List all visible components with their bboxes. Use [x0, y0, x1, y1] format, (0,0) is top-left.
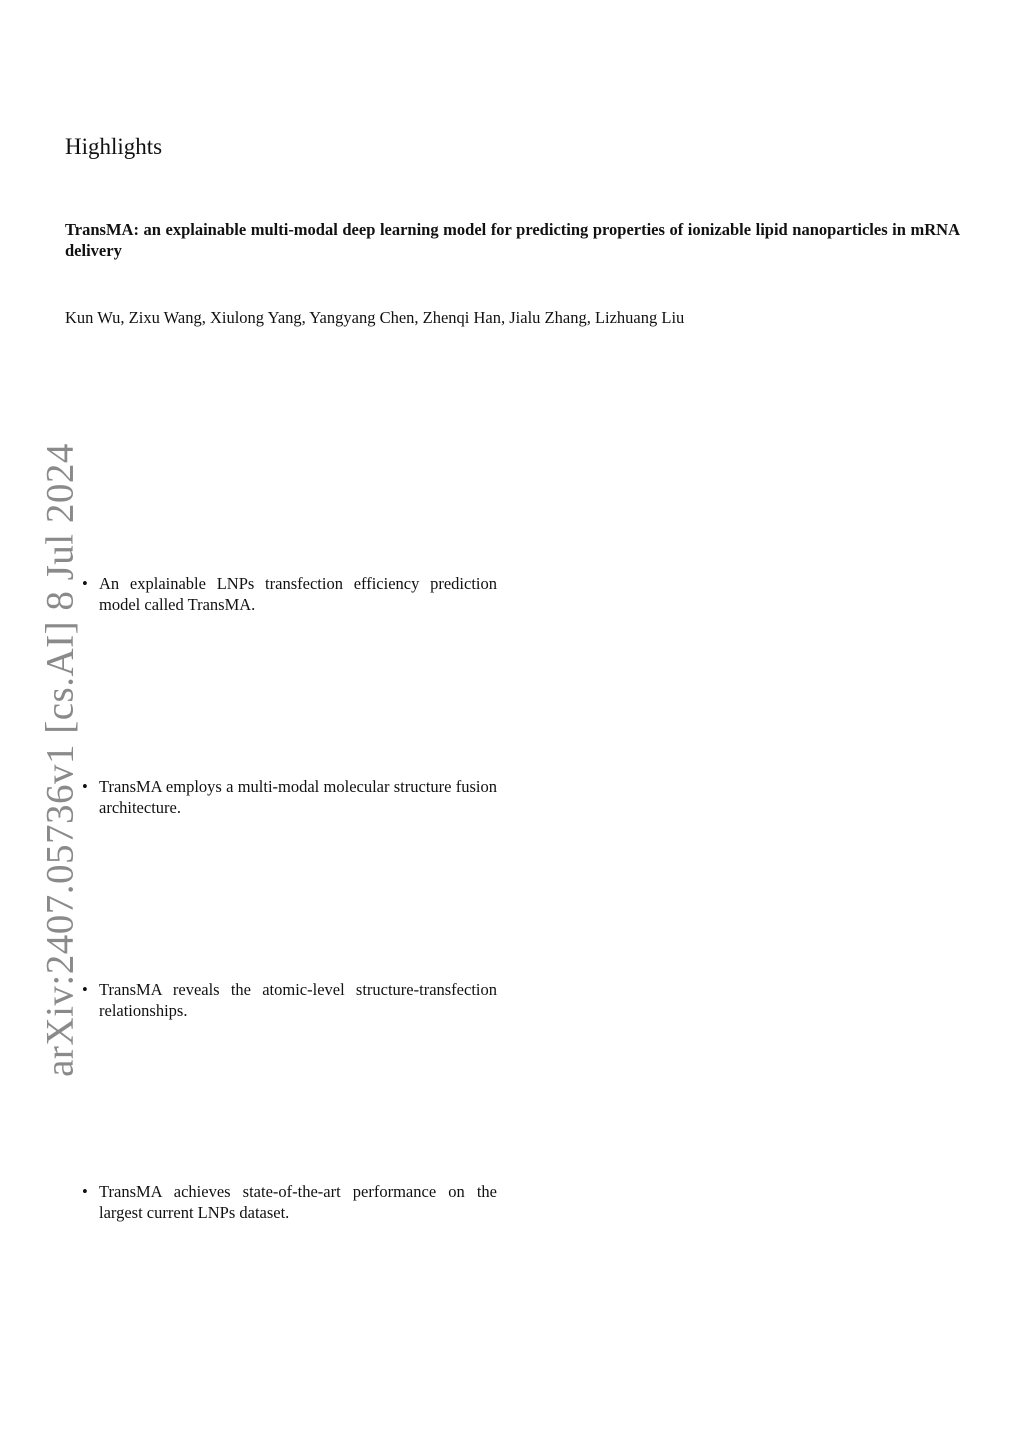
highlight-text: An explainable LNPs transfection efficiency prediction model called TransMA. [99, 574, 497, 614]
highlight-item [82, 1181, 497, 1223]
paper-title: TransMA: an explainable multi-modal deep learning model for predicting properties of ionizable lipid nanoparticles in mRNA delivery [65, 220, 960, 260]
bullet-icon: • [82, 574, 88, 593]
page-heading: Highlights [65, 134, 163, 159]
highlight-text: TransMA employs a multi-modal molecular structure fusion architecture. [99, 777, 497, 817]
highlight-text: TransMA reveals the atomic-level structure-transfection relationships. [99, 980, 497, 1020]
highlight-item [82, 979, 497, 1021]
highlight-text: TransMA achieves state-of-the-art performance on the largest current LNPs dataset. [99, 1182, 497, 1222]
highlight-item [82, 776, 497, 818]
bullet-icon: • [82, 777, 88, 796]
author-list: Kun Wu, Zixu Wang, Xiulong Yang, Yangyang Chen, Zhenqi Han, Jialu Zhang, Lizhuang Liu [65, 308, 685, 327]
bullet-icon: • [82, 1182, 88, 1201]
highlight-item [82, 573, 497, 615]
bullet-icon: • [82, 980, 88, 999]
arxiv-identifier-stamp: arXiv:2407.05736v1 [cs.AI] 8 Jul 2024 [38, 443, 82, 1077]
